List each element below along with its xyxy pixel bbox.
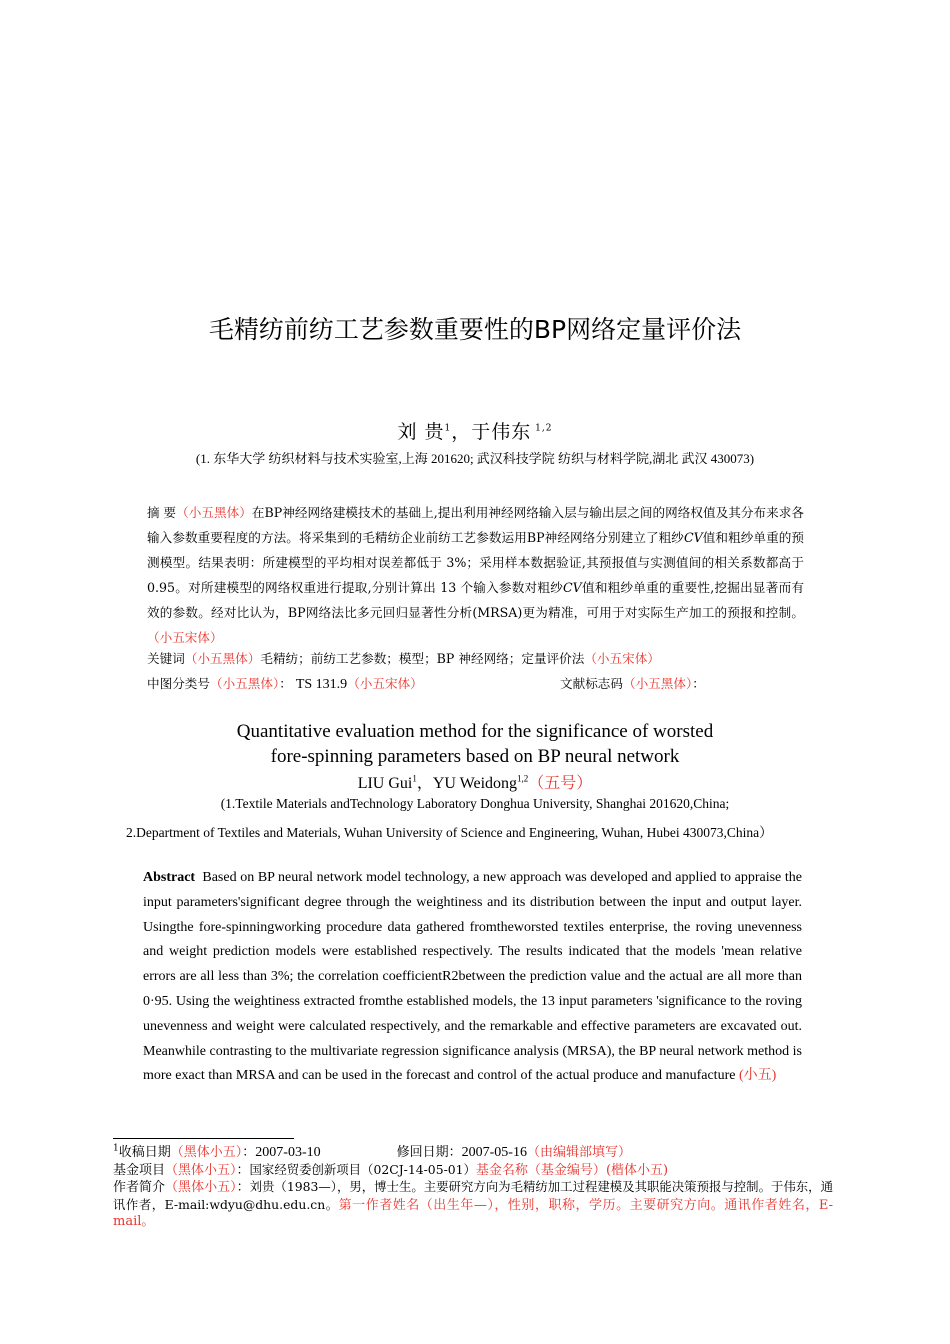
paper-title-en-line-2: fore-spinning parameters based on BP neural network [270,746,680,767]
keywords-label-note: （小五黑体） [184,651,261,666]
abstract-cn [147,500,804,650]
author-en-2-sup: 1,2 [517,773,529,784]
author-en-1: LIU Gui [357,775,413,792]
author-1-name: 刘 贵 [397,421,445,443]
authors-cn [0,417,950,444]
author-1-affil-sup: 1 [444,423,452,434]
abstract-en-text: Based on BP neural network model technology, a new approach was developed and applied to appraise the input parameters'significant degree through the weightiness and its distribution between the input and output layer. Usingthe fore-spinningworking procedure data gathered fromtheworsted textiles enterprise, the roving unevenness and weight prediction models were established respectively. The results indicated that the models 'mean relative errors are all less than 3%; the correlation coefficientR2between the prediction value and the actual are all more than 0·95. Using the weightiness extracted fromthe established models, the 13 input parameters 'significance to the roving unevenness and weight were calculated respectively, and the remarkable and effective parameters are excavated out. Meanwhile contrasting to the multivariate regression significance analysis (MRSA), the BP neural network method is more exact than MRSA and can be used in the forecast and control of the actual produce and manufacture [143,870,802,1084]
received-label-note: （黑体小五） [170,1145,243,1160]
author-2-affil-sup: 1,2 [531,423,553,434]
bio-label: 作者简介 [113,1180,166,1195]
affiliation-cn: (1. 东华大学 纺织材料与技术实验室,上海 201620; 武汉科技学院 纺织与材料学院,湖北 武汉 430073) [195,451,755,466]
author-en-1-sup: 1 [412,773,417,784]
fund-label-note: （黑体小五） [165,1162,237,1178]
footnotes [113,1145,833,1231]
revised-note: （由编辑部填写） [526,1145,631,1160]
abstract-en [143,866,802,1089]
authors-en-note: （五号） [528,775,593,792]
footnote-bio [113,1179,833,1231]
author-2-name: 于伟东 [471,421,532,443]
fund-note-1: 基金名称（基金编号） [475,1162,606,1178]
received-label: 收稿日期 [118,1145,171,1160]
fund-value: 国家经贸委创新项目（02CJ-14-05-01） [249,1161,476,1177]
keywords-text: 毛精纺；前纺工艺参数；模型；BP 神经网络；定量评价法 [260,651,585,666]
footnote-received [113,1145,833,1162]
footnote-divider [113,1138,294,1139]
doc-code-label: 文献标志码 [560,676,623,691]
keywords-cn [147,650,660,668]
doc-code-label-note: （小五黑体） [622,676,693,691]
fund-colon: ： [236,1162,250,1178]
doc-code-colon: ： [692,676,705,691]
bio-label-note: （黑体小五） [165,1180,237,1195]
bio-value: 刘贵（1983—），男，博士生。主要研究方向为毛精纺加工过程建模及其职能决策预报与控制。于伟东，通讯作者，E-mail:wdyu@dhu.edu.cn。 [113,1179,833,1212]
abstract-en-label: Abstract [143,870,196,885]
bio-colon: ： [236,1180,250,1195]
abstract-cn-cv-1: CV [683,530,703,545]
footnote-received-sup: 1 [113,1143,119,1154]
abstract-cn-label-note: （小五黑体） [176,505,252,520]
paper-title-cn: 毛精纺前纺工艺参数重要性的BP网络定量评价法 [208,315,742,344]
abstract-cn-text-3: 值和粗纱单重的重要性,挖掘出显著而有效的参数。经对比认为，BP网络法比多元回归显著性分析(MRSA)更为精准，可用于对实际生产加工的预报和控制。 [147,580,804,620]
authors-en [0,770,950,793]
revised-label: 修回日期： [396,1145,462,1160]
abstract-cn-end-note: （小五宋体） [147,630,223,645]
bio-note: 第一作者姓名（出生年—），性别，职称，学历。主要研究方向。通讯作者姓名，E-mail。 [113,1197,833,1229]
abstract-cn-text-1: 在BP神经网络建模技术的基础上,提出利用神经网络输入层与输出层之间的网络权值及其分布来求各输入参数重要程度的方法。将采集到的毛精纺企业前纺工艺参数运用BP神经网络分别建立了粗纱 [147,505,805,545]
clc-label-note: （小五黑体） [209,676,280,691]
abstract-cn-label: 摘 要 [147,505,177,520]
keywords-label: 关键词 [147,651,185,666]
paper-title-en [0,719,950,769]
document-code [560,675,705,693]
footnote-fund [113,1162,833,1180]
clc-value: TS 131.9 [295,677,348,692]
clc-colon: ： [279,676,296,691]
abstract-en-end-note: (小五) [738,1068,777,1084]
received-date: 2007-03-10 [255,1145,321,1160]
fund-label: 基金项目 [113,1162,166,1178]
received-colon: ： [242,1145,256,1160]
author-en-2: ，YU Weidong [416,775,518,792]
affiliation-en-2: 2.Department of Textiles and Materials, Wuhan University of Science and Engineering, Wuhan, Hubei 430073,China） [126,825,773,840]
clc-label: 中图分类号 [147,676,210,691]
affiliation-en-1: (1.Textile Materials andTechnology Laboratory Donghua University, Shanghai 201620,China; [220,796,730,811]
revised-date: 2007-05-16 [461,1145,527,1160]
abstract-cn-text-2: 值和粗纱单重的预测模型。结果表明：所建模型的平均相对误差都低于 3%；采用样本数据验证,其预报值与实测值间的相关系数都高于 0.95。对所建模型的网络权重进行提取,分别计算出 13 个输入参数对粗纱 [147,530,805,595]
clc-number [147,675,423,694]
author-separator: ， [451,421,472,443]
keywords-end-note: （小五宋体） [584,651,660,666]
fund-note-2: (楷体小五) [605,1162,669,1178]
clc-value-note: （小五宋体） [347,676,423,691]
abstract-cn-cv-2: CV [563,580,582,595]
paper-title-en-line-1: Quantitative evaluation method for the significance of worsted [236,721,714,742]
